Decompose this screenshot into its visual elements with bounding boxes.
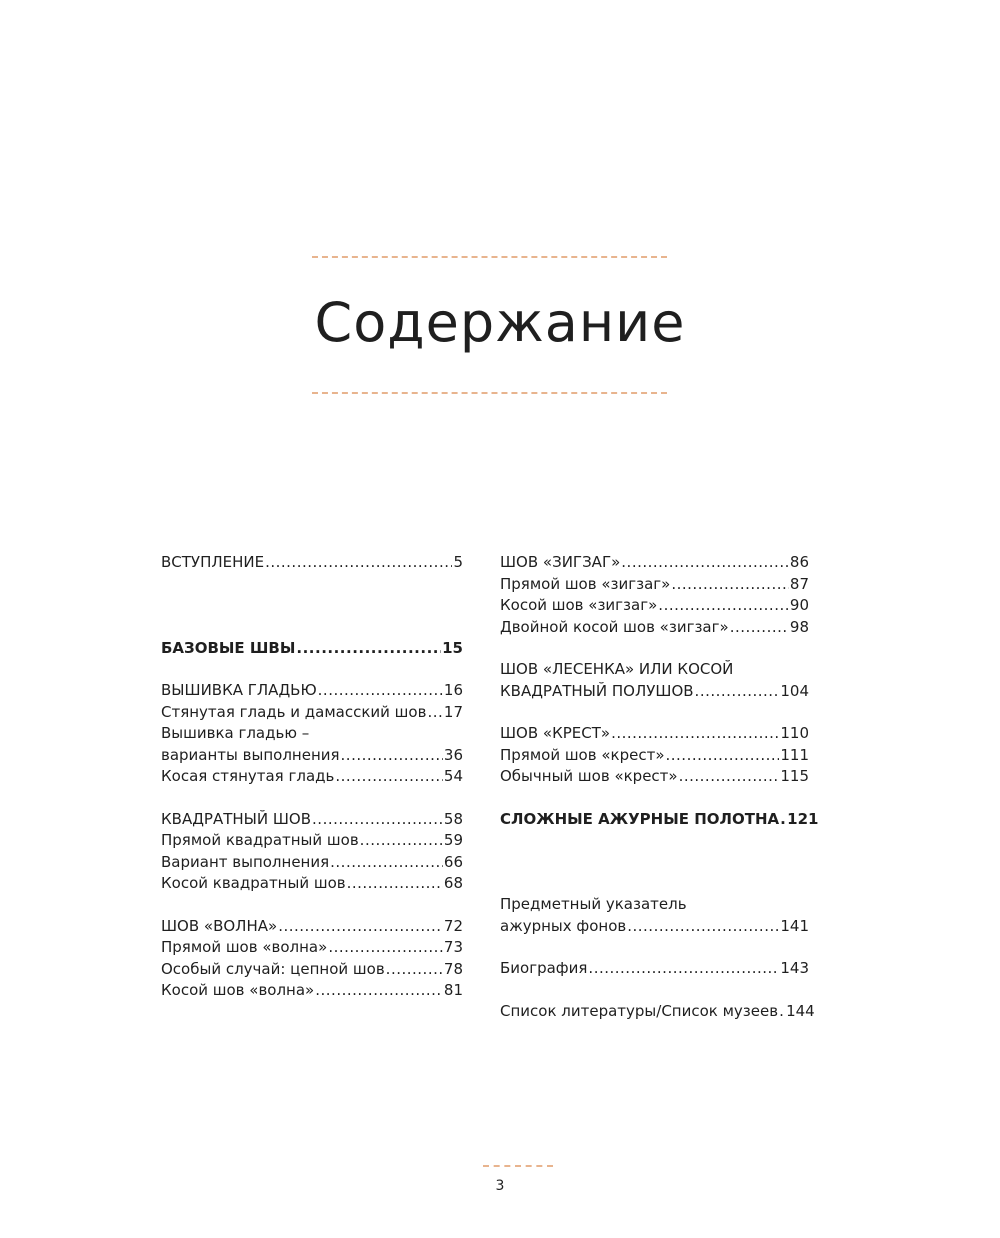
page-number: 3	[495, 1178, 505, 1194]
dot-leader	[695, 681, 780, 703]
toc-entry	[161, 916, 463, 938]
toc-entry-title: КВАДРАТНЫЙ ПОЛУШОВ	[500, 681, 694, 700]
toc-entry-page: 17	[443, 702, 463, 721]
toc-entry-page: 86	[789, 553, 809, 571]
toc-entry-title-line1: ШОВ «ЛЕСЕНКА» ИЛИ КОСОЙ	[500, 660, 734, 678]
toc-entry	[161, 702, 463, 724]
toc-entry-page: 54	[443, 767, 463, 785]
toc-entry-page: 68	[443, 874, 463, 892]
toc-entry	[500, 916, 809, 938]
toc-entry-title: Список литературы/Список музеев	[500, 1001, 779, 1020]
dot-leader	[335, 766, 443, 788]
dot-leader	[588, 958, 779, 980]
toc-entry-page: 143	[780, 959, 809, 977]
toc-entry-page: 104	[780, 681, 809, 700]
toc-entry-page: 15	[442, 638, 463, 657]
toc-entry-title: Прямой шов «зигзаг»	[500, 574, 671, 593]
dot-leader	[341, 745, 443, 767]
dot-leader	[347, 873, 443, 895]
toc-entry-page: 87	[789, 574, 809, 593]
dot-leader	[386, 959, 443, 981]
toc-entry	[161, 745, 463, 767]
dot-leader	[315, 980, 443, 1002]
toc-entry	[500, 617, 809, 639]
dot-leader	[312, 809, 443, 831]
dot-leader	[427, 702, 442, 724]
dot-leader	[265, 552, 452, 574]
toc-entry-page: 141	[780, 916, 809, 935]
toc-entry-page: 98	[789, 617, 809, 636]
toc-entry-title-line1: Предметный указатель	[500, 895, 687, 913]
dot-leader	[328, 937, 443, 959]
toc-entry	[500, 681, 809, 703]
dot-leader	[658, 595, 789, 617]
toc-entry	[161, 937, 463, 959]
toc-entry-title: КВАДРАТНЫЙ ШОВ	[161, 809, 312, 828]
toc-entry-page: 59	[443, 831, 463, 849]
toc-entry-page: 144	[786, 1001, 815, 1020]
toc-entry	[500, 1001, 815, 1023]
toc-entry-page: 72	[443, 916, 463, 935]
dot-leader	[318, 680, 443, 702]
toc-entry-page: 58	[443, 809, 463, 828]
toc-entry-title: Косой шов «зигзаг»	[500, 596, 658, 614]
toc-entry-title: ШОВ «КРЕСТ»	[500, 724, 611, 742]
toc-entry-page: 78	[443, 959, 463, 978]
toc-entry	[500, 809, 819, 831]
toc-entry	[161, 980, 463, 1002]
toc-entry-title-line1: Вышивка гладью –	[161, 724, 310, 742]
toc-entry	[161, 873, 463, 895]
toc-entry-title: СЛОЖНЫЕ АЖУРНЫЕ ПОЛОТНА	[500, 809, 780, 828]
toc-entry-page: 73	[443, 938, 463, 956]
footer-dashed-rule	[483, 1165, 553, 1167]
toc-entry	[161, 638, 463, 660]
dot-leader	[296, 638, 441, 660]
toc-entry-page: 66	[443, 852, 463, 871]
toc-entry-title: Двойной косой шов «зигзаг»	[500, 617, 729, 636]
toc-entry	[500, 958, 809, 980]
toc-entry-page: 111	[780, 745, 809, 764]
toc-entry-title: Косой квадратный шов	[161, 874, 346, 892]
toc-entry-page: 16	[443, 681, 463, 699]
title-top-dashed-rule	[312, 256, 667, 258]
toc-entry-page: 115	[780, 767, 809, 785]
page-title: Содержание	[314, 291, 686, 354]
dot-leader	[779, 1001, 785, 1023]
toc-entry-page: 36	[443, 745, 463, 764]
toc-entry-title: Прямой шов «крест»	[500, 745, 665, 764]
dot-leader	[621, 552, 789, 574]
toc-entry-title: Прямой шов «волна»	[161, 938, 328, 956]
toc-entry-title: ВЫШИВКА ГЛАДЬЮ	[161, 681, 317, 699]
toc-entry-title: Косой шов «волна»	[161, 981, 315, 999]
toc-entry-page: 90	[789, 596, 809, 614]
toc-left-column	[161, 552, 463, 1002]
toc-entry	[161, 830, 463, 852]
toc-entry-title: ВСТУПЛЕНИЕ	[161, 553, 265, 571]
toc-entry-title: варианты выполнения	[161, 745, 340, 764]
toc-entry-title: Обычный шов «крест»	[500, 767, 678, 785]
toc-entry	[161, 680, 463, 702]
toc-entry-title: Прямой квадратный шов	[161, 831, 359, 849]
toc-entry-page: 121	[787, 809, 819, 828]
toc-entry-title: Особый случай: цепной шов	[161, 959, 385, 978]
toc-entry	[500, 552, 809, 574]
toc-entry-page: 110	[780, 724, 809, 742]
toc-entry-page: 81	[443, 981, 463, 999]
toc-entry	[500, 574, 809, 596]
toc-entry-title: Стянутая гладь и дамасский шов	[161, 702, 427, 721]
toc-entry	[161, 852, 463, 874]
dot-leader	[278, 916, 443, 938]
toc-entry-title: ажурных фонов	[500, 916, 627, 935]
toc-entry-title: Косая стянутая гладь	[161, 767, 335, 785]
dot-leader	[780, 809, 786, 831]
toc-entry-title: Биография	[500, 959, 588, 977]
toc-entry	[500, 766, 809, 788]
dot-leader	[627, 916, 779, 938]
dot-leader	[671, 574, 789, 596]
toc-entry	[161, 959, 463, 981]
toc-entry-title: ШОВ «ВОЛНА»	[161, 916, 278, 935]
toc-entry	[500, 595, 809, 617]
toc-entry-title: ШОВ «ЗИГЗАГ»	[500, 553, 621, 571]
toc-entry	[500, 745, 809, 767]
dot-leader	[330, 852, 443, 874]
toc-entry-title: Вариант выполнения	[161, 852, 330, 871]
dot-leader	[666, 745, 780, 767]
toc-entry	[161, 809, 463, 831]
dot-leader	[611, 723, 779, 745]
dot-leader	[679, 766, 780, 788]
toc-right-column	[500, 552, 819, 1022]
toc-entry	[500, 723, 809, 745]
toc-entry-title: БАЗОВЫЕ ШВЫ	[161, 638, 296, 657]
dot-leader	[360, 830, 443, 852]
toc-entry-page: 5	[453, 553, 463, 571]
toc-entry	[161, 766, 463, 788]
title-bottom-dashed-rule	[312, 392, 667, 394]
dot-leader	[730, 617, 789, 639]
toc-entry	[161, 552, 463, 574]
